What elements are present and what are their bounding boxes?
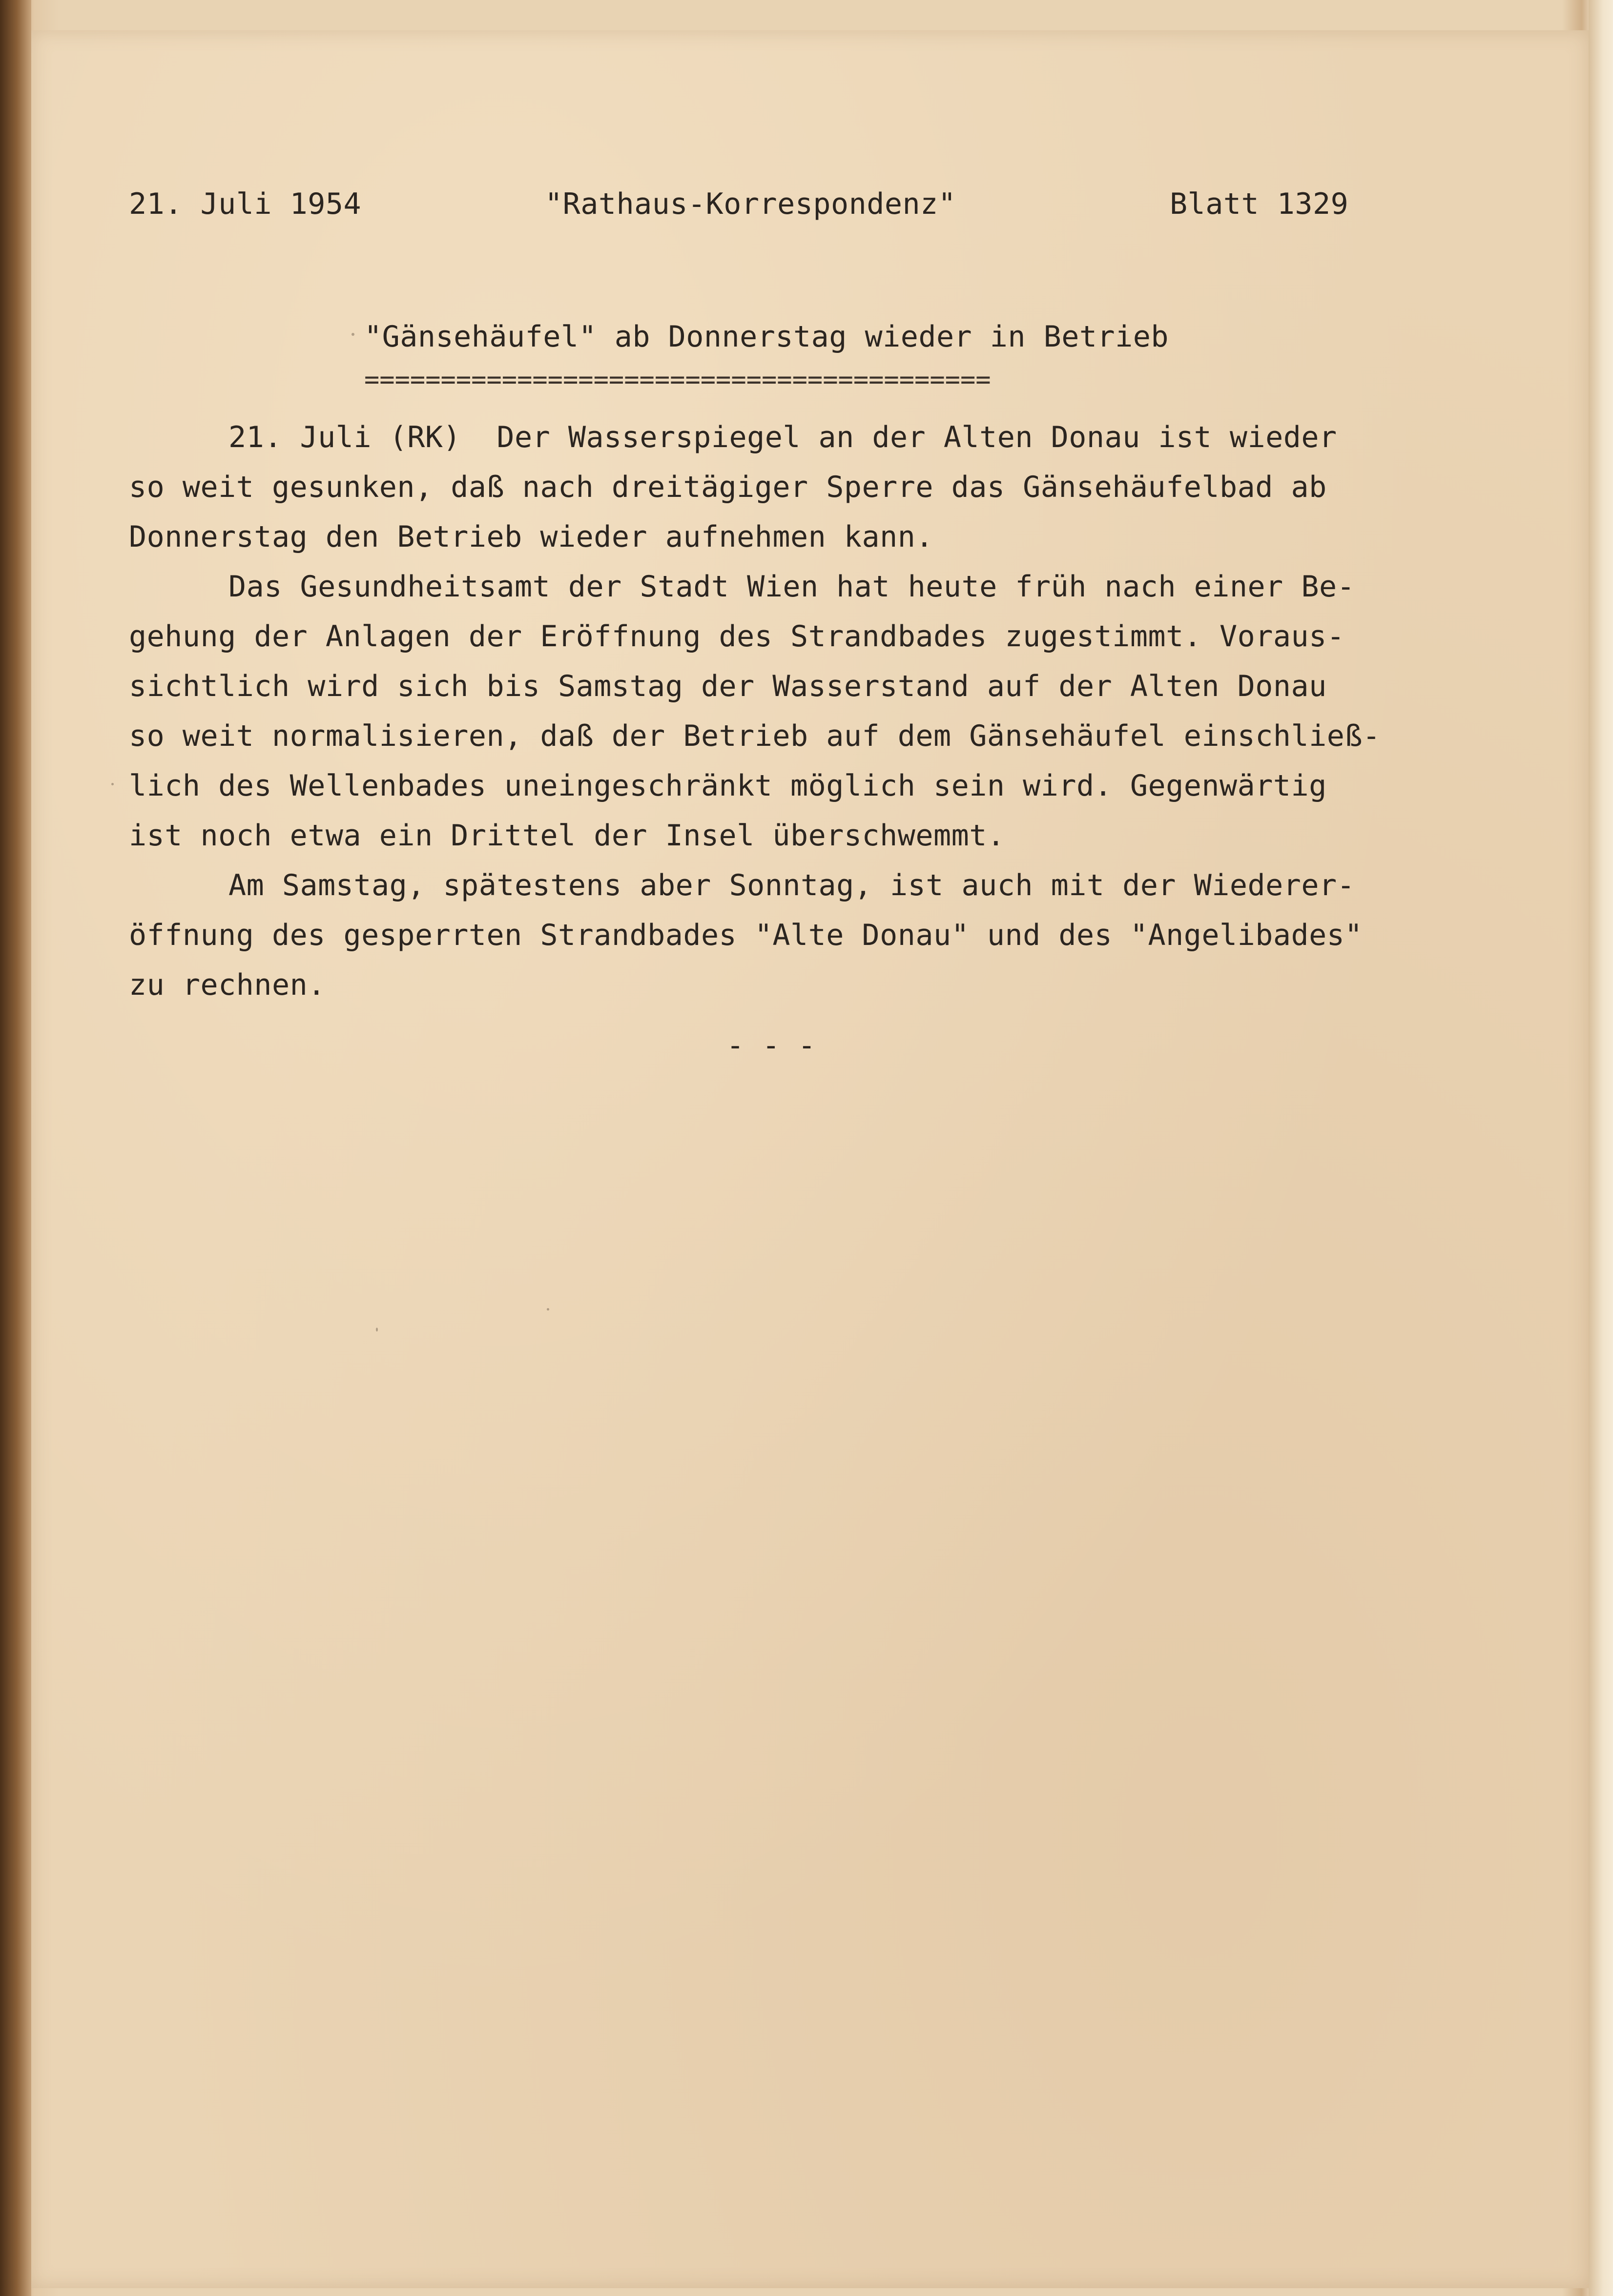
paragraph-1-line-3: Donnerstag den Betrieb wieder aufnehmen kann.: [129, 520, 934, 554]
header-date: 21. Juli 1954: [129, 187, 362, 221]
paragraph-3-line-3: zu rechnen.: [129, 968, 326, 1002]
paper-speck: [111, 783, 114, 785]
right-page-edge: [1589, 0, 1613, 2296]
paragraph-1-line-2: so weit gesunken, daß nach dreitägiger Sperre das Gänsehäufelbad ab: [129, 470, 1327, 504]
paper-speck: [352, 333, 354, 336]
paragraph-3-line-1: Am Samstag, spätestens aber Sonntag, ist auch mit der Wiederer-: [228, 868, 1355, 902]
paragraph-2-line-4: so weit normalisieren, daß der Betrieb auf dem Gänsehäufel einschließ-: [129, 719, 1381, 753]
paragraph-3-line-2: öffnung des gesperrten Strandbades "Alte Donau" und des "Angelibades": [129, 918, 1363, 952]
paragraph-1-line-1: 21. Juli (RK) Der Wasserspiegel an der Alten Donau ist wieder: [228, 420, 1337, 454]
paragraph-2-line-3: sichtlich wird sich bis Samstag der Wasserstand auf der Alten Donau: [129, 669, 1327, 703]
header-publication: "Rathaus-Korrespondenz": [545, 187, 956, 221]
header-sheet-number: Blatt 1329: [1170, 187, 1349, 221]
end-mark: - - -: [726, 1028, 816, 1063]
paragraph-2-line-6: ist noch etwa ein Drittel der Insel überschwemmt.: [129, 819, 1005, 853]
binding-edge: [0, 0, 31, 2296]
title-underline: =========================================: [364, 365, 991, 394]
paper-speck: [376, 1328, 378, 1332]
paper-speck: [547, 1308, 549, 1311]
paragraph-2-line-2: gehung der Anlagen der Eröffnung des Strandbades zugestimmt. Voraus-: [129, 619, 1345, 654]
article-title: "Gänsehäufel" ab Donnerstag wieder in Betrieb: [364, 320, 1169, 354]
paragraph-2-line-5: lich des Wellenbades uneingeschränkt möglich sein wird. Gegenwärtig: [129, 769, 1327, 803]
paragraph-2-line-1: Das Gesundheitsamt der Stadt Wien hat heute früh nach einer Be-: [228, 570, 1355, 604]
